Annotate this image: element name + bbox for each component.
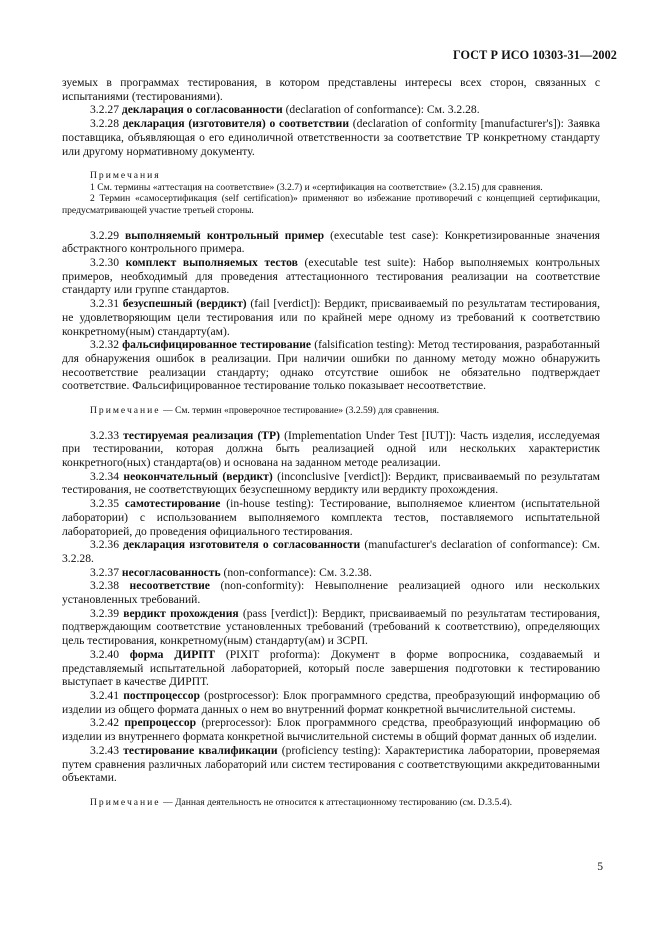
definition-3-2-33: 3.2.33 тестируемая реализация (ТР) (Implementation Under Test [IUT]): Часть изделия, исследуемая при тестировании, которая должна быть реализацией одной или нескольких характеристик конкретного(ных) стандарта(ов) и основана на заданном методе реализации. — [62, 428, 600, 470]
document-body — [62, 76, 600, 809]
note-1: 1 См. термины «аттестация на соответствие» (3.2.7) и «сертификация на соответствие» (3.2.15) для сравнения. — [90, 181, 543, 193]
definition-3-2-34: 3.2.34 неокончательный (вердикт) (inconclusive [verdict]): Вердикт, присваиваемый по результатам тестирования, не соответствующих безуспешному вердикту или вердикту прохождения. — [62, 469, 601, 497]
definition-3-2-28: 3.2.28 декларация (изготовителя) о соответствии (declaration of conformity [manufacturer's]): Заявка поставщика, объявляющая о его единоличной ответственности за соответствие ТР конкретному стандарту или другому нормативному документу. — [62, 117, 600, 158]
definition-3-2-30: 3.2.30 комплект выполняемых тестов (executable test suite): Набор выполняемых контрольных примеров, необходимый для проведения аттестационного тестирования реализации на соответствие стандарту или группе стандартов. — [62, 256, 600, 297]
standard-header: ГОСТ Р ИСО 10303-31—2002 — [452, 48, 617, 62]
definition-3-2-41: 3.2.41 постпроцессор (postprocessor): Блок программного средства, преобразующий информацию об изделии из общего формата данных о нем во внутренний формат конкретной вычислительной системы. — [62, 688, 600, 716]
definition-3-2-27: 3.2.27 декларация о согласованности (declaration of conformance): См. 3.2.28. — [90, 103, 480, 117]
note-2: 2 Термин «самосертификация (self certification)» применяют во избежание противоречий с концепцией сертификации, предусматривающей участие третьей стороны. — [62, 193, 600, 216]
definition-3-2-38: 3.2.38 несоответствие (non-conformity): Невыполнение реализацией одного или нескольких установленных требований. — [62, 579, 600, 607]
notes-title: Примечания — [90, 170, 161, 182]
note-falsification: Примечание — См. термин «проверочное тестирование» (3.2.59) для сравнения. — [90, 405, 440, 417]
intro-paragraph: зуемых в программах тестирования, в котором представлены интересы всех сторон, связанных с испытаниями (тестированиями). — [62, 76, 600, 103]
page-number: 5 — [597, 860, 603, 873]
definition-3-2-29: 3.2.29 выполняемый контрольный пример (executable test case): Конкретизированные значения абстрактного контрольного примера. — [62, 228, 600, 256]
definition-3-2-39: 3.2.39 вердикт прохождения (pass [verdict]): Вердикт, присваиваемый по результатам тестирования, подтверждающим соответствие установленных требований (требований к соответствию), определяющих цель тестирования, конкретному(ным) стандарту(ам) и ЗСРП. — [62, 606, 601, 648]
definition-3-2-37: 3.2.37 несогласованность (non-conformance): См. 3.2.38. — [90, 565, 372, 579]
definition-3-2-32: 3.2.32 фальсифицированное тестирование (falsification testing): Метод тестирования, разработанный для обнаружения ошибок в реализации. При наличии ошибки по данному методу можно обнаружить несоответствие реализации стандарту; однако отсутствие ошибок не обязательно подтверждает соответствие. Фальсифицированное тестирование только показывает несоответствие. — [62, 338, 600, 393]
definition-3-2-35: 3.2.35 самотестирование (in-house testing): Тестирование, выполняемое клиентом (испытательной лаборатории) с использованием выполняемого комплекта тестов, поставляемого испытательной лабораторией, до проведения официального тестирования. — [62, 497, 601, 538]
note-proficiency: Примечание — Данная деятельность не относится к аттестационному тестированию (см. D.3.5.4). — [90, 796, 513, 808]
definition-3-2-31: 3.2.31 безуспешный (вердикт) (fail [verdict]): Вердикт, присваиваемый по результатам тестирования, не удовлетворяющим цели тестирования или по крайней мере одному из требований к соответствию конкретному(ным) стандарту(ам). — [62, 297, 600, 338]
definition-3-2-43: 3.2.43 тестирование квалификации (proficiency testing): Характеристика лаборатории, проверяемая путем сравнения различных лабораторий или систем тестирования с соответствующими аккредитованными объектами. — [62, 743, 600, 785]
definition-3-2-42: 3.2.42 препроцессор (preprocessor): Блок программного средства, преобразующий информацию об изделии из внутреннего формата конкретной вычислительной системы в общий формат данных об изделии. — [62, 716, 600, 744]
definition-3-2-36: 3.2.36 декларация изготовителя о согласованности (manufacturer's declaration of conformance): См. 3.2.28. — [62, 538, 600, 565]
definition-3-2-40: 3.2.40 форма ДИРПТ (PIXIT proforma): Документ в форме вопросника, создаваемый и представляемый испытательной лабораторией, который после завершения подготовки к тестированию выступает в качестве ДИРПТ. — [62, 647, 601, 689]
